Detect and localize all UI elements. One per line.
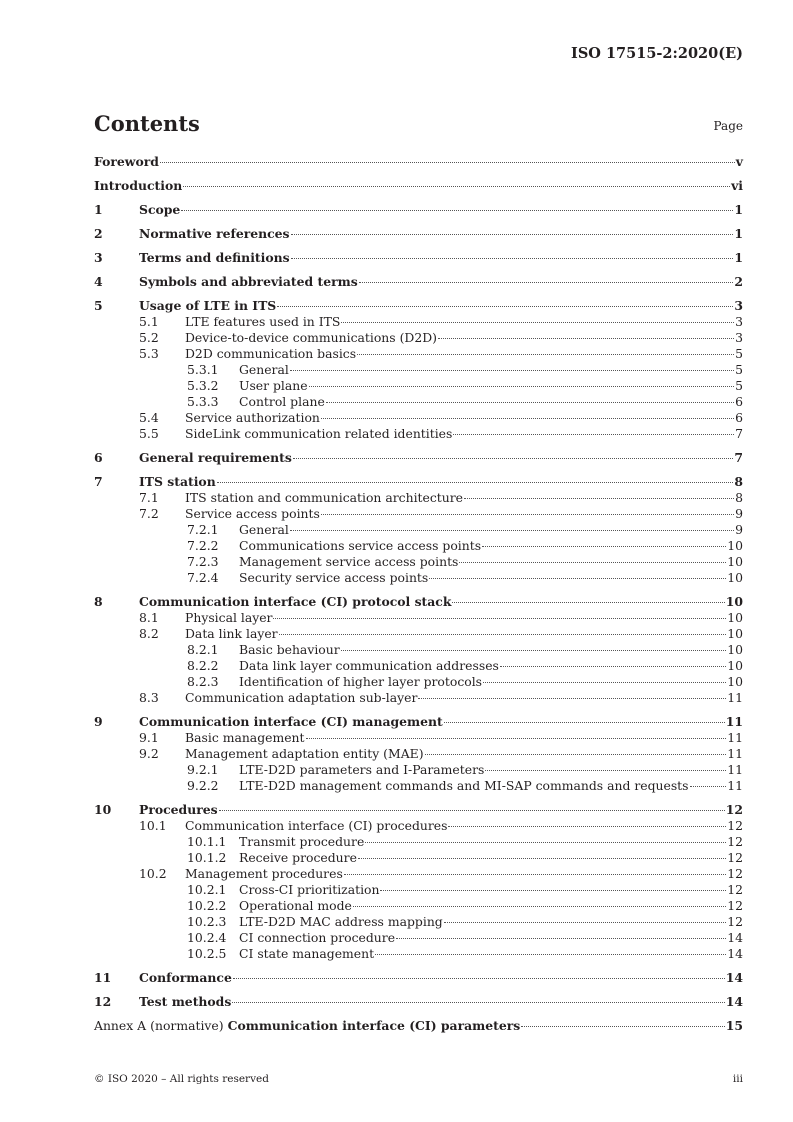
dot-leader	[485, 770, 726, 771]
toc-entry[interactable]	[94, 690, 743, 706]
toc-entry-title: Transmit procedure	[239, 834, 365, 849]
toc-entry[interactable]	[94, 426, 743, 442]
table-of-contents	[94, 154, 743, 1034]
toc-entry-page: 14	[725, 994, 743, 1009]
toc-entry-number: 11	[94, 970, 112, 985]
toc-entry[interactable]	[94, 226, 743, 242]
dot-leader	[357, 354, 734, 355]
toc-entry-title: ITS station and communication architecture	[185, 490, 463, 505]
toc-entry-title: Operational mode	[239, 898, 352, 913]
toc-entry-number: 8	[94, 594, 103, 609]
toc-entry-title: Receive procedure	[239, 850, 357, 865]
dot-leader	[273, 618, 726, 619]
toc-entry-page: 11	[727, 746, 743, 761]
toc-entry-page: 11	[727, 730, 743, 745]
toc-entry[interactable]	[94, 610, 743, 626]
toc-entry-page: 10	[727, 658, 743, 673]
toc-entry-page: 10	[727, 538, 743, 553]
toc-entry-page: 1	[734, 226, 743, 241]
toc-entry-title: LTE-D2D parameters and I-Parameters	[239, 762, 485, 777]
toc-entry-number: 10.2.4	[187, 930, 227, 945]
dot-leader	[453, 434, 734, 435]
toc-entry[interactable]	[94, 674, 743, 690]
toc-entry-title: Communications service access points	[239, 538, 482, 553]
toc-entry-number: 10	[94, 802, 112, 817]
toc-entry[interactable]	[94, 410, 743, 426]
toc-entry-title: Test methods	[139, 994, 232, 1009]
dot-leader	[306, 738, 727, 739]
toc-entry[interactable]	[94, 250, 743, 266]
toc-entry[interactable]	[94, 866, 743, 882]
dot-leader	[277, 306, 733, 307]
toc-entry-title: General requirements	[139, 450, 292, 465]
toc-entry-number: 7.2.2	[187, 538, 219, 553]
toc-entry-page: 9	[735, 522, 743, 537]
toc-entry-number: 7.2.1	[187, 522, 219, 537]
toc-entry-number: 7.2.4	[187, 570, 219, 585]
toc-entry[interactable]	[94, 202, 743, 218]
dot-leader	[291, 234, 734, 235]
toc-entry-number: 3	[94, 250, 103, 265]
toc-entry[interactable]	[94, 762, 743, 778]
toc-entry[interactable]	[94, 394, 743, 410]
toc-entry-number: 9	[94, 714, 103, 729]
toc-entry-number: 7.2	[139, 506, 159, 521]
toc-entry-title: Introduction	[94, 178, 183, 193]
toc-annex-entry[interactable]	[94, 1018, 743, 1034]
dot-leader	[690, 786, 727, 787]
toc-entry-page: 14	[725, 970, 743, 985]
toc-entry[interactable]	[94, 378, 743, 394]
dot-leader	[444, 722, 725, 723]
toc-entry-page: 12	[727, 866, 743, 881]
dot-leader	[290, 370, 734, 371]
toc-entry-title: Basic management	[185, 730, 305, 745]
toc-entry-title: Communication interface (CI) procedures	[185, 818, 448, 833]
toc-entry-number: 9.2.1	[187, 762, 219, 777]
toc-entry-title: Management adaptation entity (MAE)	[185, 746, 424, 761]
toc-entry-number: 5.3.2	[187, 378, 219, 393]
toc-entry-title: LTE-D2D management commands and MI-SAP commands and requests	[239, 778, 689, 793]
dot-leader	[429, 578, 726, 579]
toc-entry[interactable]	[94, 298, 743, 314]
dot-leader	[293, 458, 734, 459]
dot-leader	[344, 874, 726, 875]
dot-leader	[321, 418, 734, 419]
toc-entry[interactable]	[94, 818, 743, 834]
toc-entry-number: 10.1	[139, 818, 167, 833]
toc-entry[interactable]	[94, 658, 743, 674]
toc-entry[interactable]	[94, 834, 743, 850]
dot-leader	[309, 386, 735, 387]
toc-entry-title: Management procedures	[185, 866, 343, 881]
toc-entry-page: 12	[727, 818, 743, 833]
toc-entry-page: 10	[727, 626, 743, 641]
toc-entry-title: Normative references	[139, 226, 290, 241]
toc-entry-number: 5.4	[139, 410, 159, 425]
toc-entry-number: 9.1	[139, 730, 159, 745]
toc-entry-number: 9.2	[139, 746, 159, 761]
dot-leader	[183, 186, 730, 187]
toc-entry-page: 14	[727, 946, 743, 961]
toc-entry[interactable]	[94, 746, 743, 762]
toc-entry-page: 12	[727, 898, 743, 913]
toc-entry-page: 10	[727, 674, 743, 689]
page-number: iii	[732, 1073, 743, 1085]
toc-entry[interactable]	[94, 970, 743, 986]
toc-entry[interactable]	[94, 178, 743, 194]
toc-entry-title: General	[239, 362, 289, 377]
toc-entry-page: 1	[734, 202, 743, 217]
toc-entry[interactable]	[94, 274, 743, 290]
toc-entry-number: 5.2	[139, 330, 159, 345]
dot-leader	[438, 338, 734, 339]
annex-note: (normative)	[150, 1018, 224, 1033]
toc-entry-page: 7	[734, 450, 743, 465]
toc-entry-number: 8.2.1	[187, 642, 219, 657]
toc-entry-page: 12	[727, 914, 743, 929]
dot-leader	[181, 210, 733, 211]
toc-entry-title: Usage of LTE in ITS	[139, 298, 277, 313]
dot-leader	[482, 546, 726, 547]
dot-leader	[341, 322, 734, 323]
page-title: Contents	[94, 111, 200, 136]
toc-entry-title: LTE features used in ITS	[185, 314, 341, 329]
toc-entry-title: CI state management	[239, 946, 375, 961]
dot-leader	[500, 666, 726, 667]
toc-entry-title: Cross-CI prioritization	[239, 882, 380, 897]
toc-entry-title: Control plane	[239, 394, 325, 409]
toc-entry[interactable]	[94, 554, 743, 570]
toc-entry[interactable]	[94, 802, 743, 818]
toc-entry-number: 8.2.2	[187, 658, 219, 673]
toc-entry-page: 14	[727, 930, 743, 945]
toc-entry-title: General	[239, 522, 289, 537]
toc-entry-title: Conformance	[139, 970, 232, 985]
toc-entry-number: 8.2.3	[187, 674, 219, 689]
toc-entry-page: 5	[735, 346, 743, 361]
toc-entry-number: 12	[94, 994, 112, 1009]
toc-entry-number: 1	[94, 202, 103, 217]
dot-leader	[326, 402, 734, 403]
toc-entry-title: Data link layer	[185, 626, 278, 641]
toc-entry-title: ITS station	[139, 474, 216, 489]
toc-entry[interactable]	[94, 570, 743, 586]
toc-entry-title: D2D communication basics	[185, 346, 357, 361]
dot-leader	[380, 890, 726, 891]
toc-entry-number: 8.2	[139, 626, 159, 641]
toc-entry[interactable]	[94, 450, 743, 466]
toc-entry-number: 5.3.3	[187, 394, 219, 409]
toc-entry-page: 11	[727, 762, 743, 777]
toc-entry[interactable]	[94, 778, 743, 794]
dot-leader	[160, 162, 735, 163]
toc-entry[interactable]	[94, 330, 743, 346]
toc-entry-number: 10.2.2	[187, 898, 227, 913]
dot-leader	[448, 826, 726, 827]
toc-entry-number: 8.1	[139, 610, 159, 625]
toc-entry-page: 5	[735, 378, 743, 393]
toc-entry-number: 7.2.3	[187, 554, 219, 569]
toc-entry-number: 5.3	[139, 346, 159, 361]
copyright-notice: © ISO 2020 – All rights reserved	[94, 1073, 269, 1085]
toc-entry-page: 3	[734, 298, 743, 313]
dot-leader	[359, 282, 734, 283]
toc-entry-number: 7	[94, 474, 103, 489]
toc-entry[interactable]	[94, 594, 743, 610]
toc-entry-page: 6	[735, 394, 743, 409]
toc-entry-page: 10	[727, 554, 743, 569]
toc-entry-number: 10.2.1	[187, 882, 227, 897]
toc-entry[interactable]	[94, 994, 743, 1010]
toc-entry-number: 5.3.1	[187, 362, 219, 377]
dot-leader	[418, 698, 726, 699]
toc-entry[interactable]	[94, 538, 743, 554]
toc-entry-number: 5.1	[139, 314, 159, 329]
dot-leader	[232, 1002, 724, 1003]
toc-entry[interactable]	[94, 946, 743, 962]
toc-entry-number: 10.1.2	[187, 850, 227, 865]
toc-entry-page: 12	[727, 834, 743, 849]
toc-entry-title: Service authorization	[185, 410, 320, 425]
toc-entry-number: 2	[94, 226, 103, 241]
toc-entry-page: 8	[735, 490, 743, 505]
toc-entry-number: 5.5	[139, 426, 159, 441]
toc-entry-title: Service access points	[185, 506, 320, 521]
toc-entry-page: 3	[735, 330, 743, 345]
page-column-label: Page	[713, 119, 743, 133]
toc-entry-page: 10	[727, 610, 743, 625]
toc-entry-title: Device-to-device communications (D2D)	[185, 330, 437, 345]
toc-entry-number: 10.2.3	[187, 914, 227, 929]
toc-entry-number: 6	[94, 450, 103, 465]
toc-entry[interactable]	[94, 850, 743, 866]
toc-entry-title: Procedures	[139, 802, 218, 817]
toc-entry[interactable]	[94, 714, 743, 730]
toc-entry-page: 6	[735, 410, 743, 425]
toc-entry[interactable]	[94, 914, 743, 930]
dot-leader	[217, 482, 734, 483]
toc-entry-page: 5	[735, 362, 743, 377]
toc-entry[interactable]	[94, 154, 743, 170]
annex-title: Communication interface (CI) parameters	[227, 1018, 521, 1033]
dot-leader	[353, 906, 726, 907]
dot-leader	[521, 1026, 725, 1027]
footer	[94, 1073, 743, 1085]
dot-leader	[290, 530, 734, 531]
toc-entry-title: Symbols and abbreviated terms	[139, 274, 358, 289]
dot-leader	[233, 978, 725, 979]
toc-entry-page: 3	[735, 314, 743, 329]
toc-entry[interactable]	[94, 930, 743, 946]
toc-entry[interactable]	[94, 346, 743, 362]
toc-entry-number: 10.2	[139, 866, 167, 881]
toc-entry-title: Identification of higher layer protocols	[239, 674, 483, 689]
toc-entry-title: CI connection procedure	[239, 930, 396, 945]
annex-page: 15	[725, 1018, 743, 1033]
toc-entry[interactable]	[94, 626, 743, 642]
document-id: ISO 17515-2:2020(E)	[571, 45, 743, 62]
dot-leader	[452, 602, 724, 603]
toc-entry-title: Security service access points	[239, 570, 429, 585]
toc-entry[interactable]	[94, 522, 743, 538]
toc-entry-number: 8.3	[139, 690, 159, 705]
toc-entry-number: 10.1.1	[187, 834, 227, 849]
toc-entry-number: 5	[94, 298, 103, 313]
dot-leader	[219, 810, 725, 811]
toc-entry-number: 9.2.2	[187, 778, 219, 793]
dot-leader	[321, 514, 734, 515]
toc-entry-page: 2	[734, 274, 743, 289]
toc-entry-page: 8	[734, 474, 743, 489]
toc-entry-page: 12	[725, 802, 743, 817]
toc-entry-page: 1	[734, 250, 743, 265]
dot-leader	[444, 922, 726, 923]
toc-entry[interactable]	[94, 730, 743, 746]
toc-entry[interactable]	[94, 506, 743, 522]
toc-entry[interactable]	[94, 882, 743, 898]
toc-entry-title: Basic behaviour	[239, 642, 340, 657]
toc-entry-title: Physical layer	[185, 610, 273, 625]
toc-entry-page: 7	[735, 426, 743, 441]
toc-entry-number: 7.1	[139, 490, 159, 505]
toc-entry[interactable]	[94, 474, 743, 490]
toc-entry[interactable]	[94, 490, 743, 506]
toc-entry-page: 10	[725, 594, 743, 609]
toc-entry-page: 11	[727, 690, 743, 705]
toc-entry-title: Communication interface (CI) management	[139, 714, 443, 729]
toc-entry[interactable]	[94, 314, 743, 330]
toc-entry-title: User plane	[239, 378, 308, 393]
toc-entry-title: Foreword	[94, 154, 159, 169]
dot-leader	[396, 938, 726, 939]
toc-entry-title: SideLink communication related identities	[185, 426, 453, 441]
toc-entry-page: 10	[727, 642, 743, 657]
dot-leader	[375, 954, 726, 955]
toc-entry-page: 12	[727, 850, 743, 865]
toc-entry-title: Data link layer communication addresses	[239, 658, 499, 673]
toc-entry-page: 11	[727, 778, 743, 793]
dot-leader	[365, 842, 726, 843]
dot-leader	[459, 562, 726, 563]
toc-entry-page: 10	[727, 570, 743, 585]
toc-entry[interactable]	[94, 642, 743, 658]
toc-entry-page: 12	[727, 882, 743, 897]
dot-leader	[358, 858, 726, 859]
toc-entry-page: 9	[735, 506, 743, 521]
dot-leader	[341, 650, 727, 651]
toc-entry[interactable]	[94, 898, 743, 914]
toc-entry-page: vi	[731, 178, 743, 193]
toc-entry-number: 4	[94, 274, 103, 289]
toc-entry-title: Management service access points	[239, 554, 459, 569]
toc-entry-title: Terms and definitions	[139, 250, 290, 265]
toc-entry-title: Communication adaptation sub-layer	[185, 690, 418, 705]
toc-entry-page: v	[735, 154, 743, 169]
toc-entry-page: 11	[725, 714, 743, 729]
annex-prefix: Annex A	[94, 1018, 147, 1033]
toc-entry-title: Scope	[139, 202, 181, 217]
dot-leader	[291, 258, 734, 259]
toc-entry-title: LTE-D2D MAC address mapping	[239, 914, 443, 929]
toc-entry-number: 10.2.5	[187, 946, 227, 961]
dot-leader	[483, 682, 726, 683]
toc-entry-title: Communication interface (CI) protocol stack	[139, 594, 452, 609]
dot-leader	[425, 754, 727, 755]
dot-leader	[279, 634, 727, 635]
dot-leader	[464, 498, 734, 499]
toc-entry[interactable]	[94, 362, 743, 378]
